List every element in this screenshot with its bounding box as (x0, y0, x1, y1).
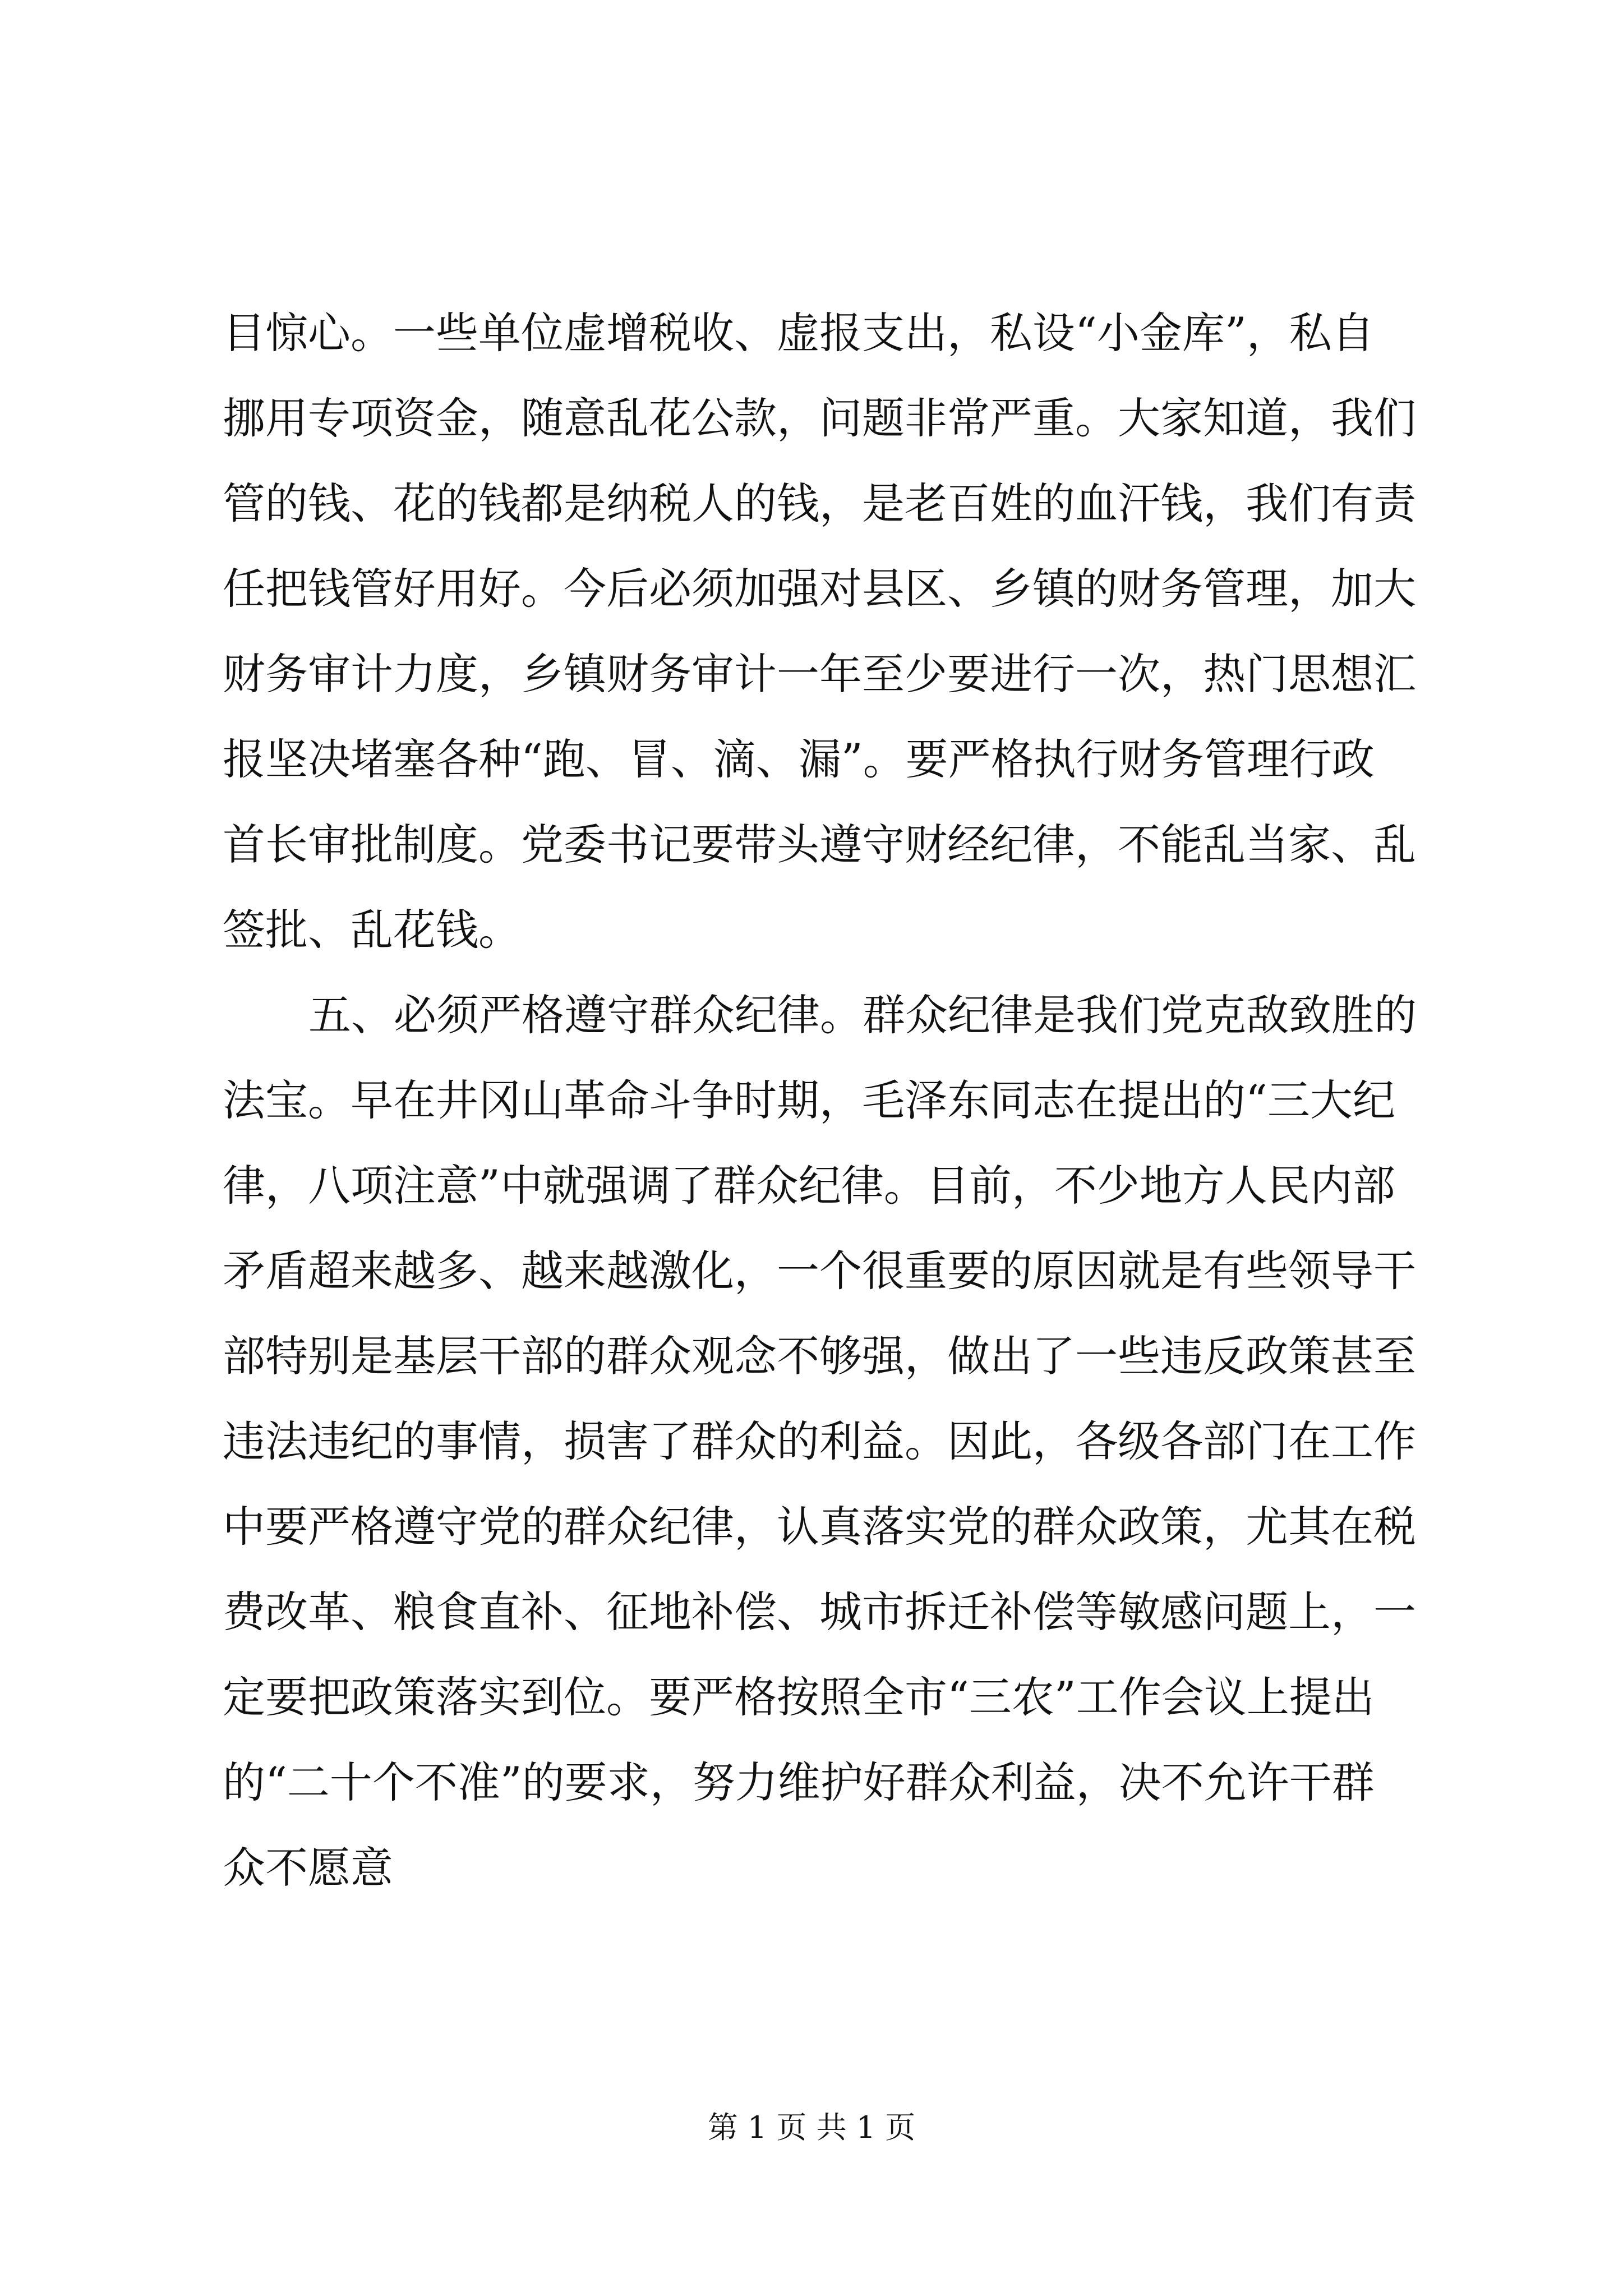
text-line: 报坚决堵塞各种“跑、冒、滴、漏”。要严格执行财务管理行政 (223, 734, 1375, 784)
text-line: 律，八项注意”中就强调了群众纪律。目前，不少地方人民内部 (223, 1161, 1395, 1211)
text-line: 财务审计力度，乡镇财务审计一年至少要进行一次，热门思想汇 (223, 649, 1416, 699)
text-line: 挪用专项资金，随意乱花公款，问题非常严重。大家知道，我们 (223, 393, 1416, 443)
text-line: 目惊心。一些单位虚增税收、虚报支出，私设“小金库”，私自 (223, 308, 1375, 358)
text-line: 违法违纪的事情，损害了群众的利益。因此，各级各部门在工作 (223, 1416, 1416, 1466)
text-line: 定要把政策落实到位。要严格按照全市“三农”工作会议上提出 (223, 1672, 1375, 1722)
text-line: 签批、乱花钱。 (223, 905, 521, 955)
page-footer: 第 1 页 共 1 页 (707, 2110, 916, 2145)
text-line: 任把钱管好用好。今后必须加强对县区、乡镇的财务管理，加大 (223, 564, 1416, 614)
text-line: 矛盾超来越多、越来越激化，一个很重要的原因就是有些领导干 (223, 1246, 1416, 1296)
text-line: 管的钱、花的钱都是纳税人的钱，是老百姓的血汗钱，我们有责 (223, 478, 1416, 528)
text-line: 首长审批制度。党委书记要带头遵守财经纪律，不能乱当家、乱 (223, 820, 1416, 869)
text-line: 众不愿意 (223, 1843, 393, 1893)
text-line: 费改革、粮食直补、征地补偿、城市拆迁补偿等敏感问题上，一 (223, 1587, 1416, 1637)
text-line: 的“二十个不准”的要求，努力维护好群众利益，决不允许干群 (223, 1757, 1375, 1807)
paragraph-first-line: 五、必须严格遵守群众纪律。群众纪律是我们党克敌致胜的 (308, 990, 1417, 1040)
text-line: 法宝。早在井冈山革命斗争时期，毛泽东同志在提出的“三大纪 (223, 1075, 1395, 1125)
text-line: 中要严格遵守党的群众纪律，认真落实党的群众政策，尤其在税 (223, 1502, 1416, 1552)
text-line: 部特别是基层干部的群众观念不够强，做出了一些违反政策甚至 (223, 1331, 1416, 1381)
